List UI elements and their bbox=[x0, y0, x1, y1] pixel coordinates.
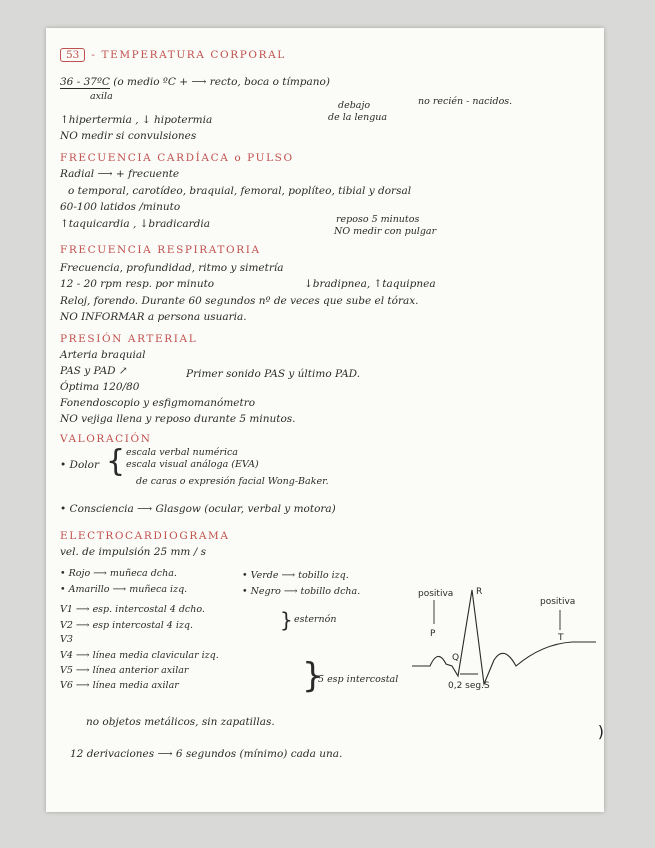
val-dolor-3: de caras o expresión facial Wong-Baker. bbox=[136, 476, 329, 487]
ecg-v6: V6 ⟶ línea media axilar bbox=[60, 680, 179, 691]
ecg-v2: V2 ⟶ esp intercostal 4 izq. bbox=[60, 620, 193, 631]
notebook-page bbox=[46, 28, 604, 812]
ecg-rojo: • Rojo ⟶ muñeca dcha. bbox=[60, 568, 177, 579]
pa-line-3: Óptima 120/80 bbox=[60, 381, 140, 393]
val-consciencia: • Consciencia ⟶ Glasgow (ocular, verbal y motora) bbox=[60, 503, 336, 515]
section-valoracion-heading: VALORACIÓN bbox=[60, 433, 152, 445]
temp-axila: axila bbox=[90, 91, 113, 102]
ecg-v5: V5 ⟶ línea anterior axilar bbox=[60, 665, 189, 676]
ecg-v1: V1 ⟶ esp. intercostal 4 dcho. bbox=[60, 604, 205, 615]
ecg-label-r: R bbox=[476, 587, 483, 597]
ecg-positiva-left: positiva bbox=[418, 589, 454, 599]
fc-line-4: ↑taquicardia , ↓bradicardia bbox=[60, 218, 211, 230]
val-dolor: • Dolor bbox=[60, 459, 99, 471]
intercostal-brace: } bbox=[302, 656, 324, 696]
page-edge-mark: ) bbox=[597, 722, 604, 741]
page-number-badge: 53 bbox=[60, 48, 85, 62]
section-title: - TEMPERATURA CORPORAL bbox=[91, 49, 286, 61]
ecg-esternon: esternón bbox=[294, 614, 337, 625]
fr-line-1: Frecuencia, profundidad, ritmo y simetría bbox=[60, 262, 284, 274]
pa-line-2a: PAS y PAD ↗ bbox=[60, 365, 128, 377]
dolor-brace: { bbox=[106, 444, 126, 479]
pa-line-5: NO vejiga llena y reposo durante 5 minutos. bbox=[60, 413, 296, 425]
ecg-label-q: Q bbox=[452, 653, 460, 663]
esternon-brace: } bbox=[280, 608, 293, 632]
pa-line-1: Arteria braquial bbox=[60, 349, 146, 361]
temp-range-line bbox=[60, 76, 330, 88]
fr-line-3: Reloj, forendo. Durante 60 segundos nº de veces que sube el tórax. bbox=[60, 295, 419, 307]
temp-range: 36 - 37ºC bbox=[60, 76, 110, 88]
fr-line-4: NO INFORMAR a persona usuaria. bbox=[60, 311, 247, 323]
ecg-v4: V4 ⟶ línea media clavicular izq. bbox=[60, 650, 219, 661]
ecg-interval: 0,2 seg. bbox=[448, 681, 484, 691]
ecg-intercostal5: 5 esp intercostal bbox=[318, 674, 399, 685]
ecg-derivaciones: 12 derivaciones ⟶ 6 segundos (mínimo) cada una. bbox=[70, 748, 343, 760]
ecg-waveform-sketch bbox=[412, 584, 602, 694]
ecg-positiva-right: positiva bbox=[540, 597, 576, 607]
val-dolor-2: escala visual análoga (EVA) bbox=[126, 459, 259, 470]
ecg-label-s: S bbox=[484, 681, 490, 691]
ecg-metales: no objetos metálicos, sin zapatillas. bbox=[86, 716, 275, 728]
section-frecuencia-cardiaca-heading: FRECUENCIA CARDÍACA o PULSO bbox=[60, 152, 294, 164]
fr-line-2a: 12 - 20 rpm resp. por minuto bbox=[60, 278, 215, 290]
temp-hiper: ↑hipertermia , ↓ hipotermia bbox=[60, 114, 213, 126]
val-dolor-1: escala verbal numérica bbox=[126, 447, 238, 458]
fc-line-3: 60-100 latidos /minuto bbox=[60, 201, 181, 213]
temp-lengua: de la lengua bbox=[328, 112, 388, 123]
ecg-amarillo: • Amarillo ⟶ muñeca izq. bbox=[60, 584, 188, 595]
fc-line-2: o temporal, carotídeo, braquial, femoral, poplíteo, tibial y dorsal bbox=[68, 185, 412, 197]
temp-recien: no recién - nacidos. bbox=[418, 96, 513, 107]
temp-debajo: debajo bbox=[338, 100, 371, 111]
section-temperatura-heading bbox=[60, 48, 286, 62]
section-presion-arterial-heading: PRESIÓN ARTERIAL bbox=[60, 333, 198, 345]
fc-reposo: reposo 5 minutos bbox=[336, 214, 420, 225]
temp-convul: NO medir si convulsiones bbox=[60, 130, 197, 142]
ecg-label-t: T bbox=[558, 633, 564, 643]
section-frecuencia-respiratoria-heading: FRECUENCIA RESPIRATORIA bbox=[60, 244, 261, 256]
ecg-vel: vel. de impulsión 25 mm / s bbox=[60, 546, 206, 558]
fc-pulgar: NO medir con pulgar bbox=[334, 226, 437, 237]
ecg-v3: V3 bbox=[60, 634, 73, 645]
fc-line-1: Radial ⟶ + frecuente bbox=[60, 168, 180, 180]
ecg-label-p: P bbox=[430, 629, 436, 639]
fr-line-2b: ↓bradipnea, ↑taquipnea bbox=[304, 278, 436, 290]
pa-line-4: Fonendoscopio y esfigmomanómetro bbox=[60, 397, 256, 409]
ecg-verde: • Verde ⟶ tobillo izq. bbox=[242, 570, 349, 581]
section-electrocardiograma-heading: ELECTROCARDIOGRAMA bbox=[60, 530, 230, 542]
pa-line-2b: Primer sonido PAS y último PAD. bbox=[186, 368, 361, 380]
temp-sites: (o medio ºC + ⟶ recto, boca o tímpano) bbox=[113, 76, 330, 88]
ecg-negro: • Negro ⟶ tobillo dcha. bbox=[242, 586, 361, 597]
